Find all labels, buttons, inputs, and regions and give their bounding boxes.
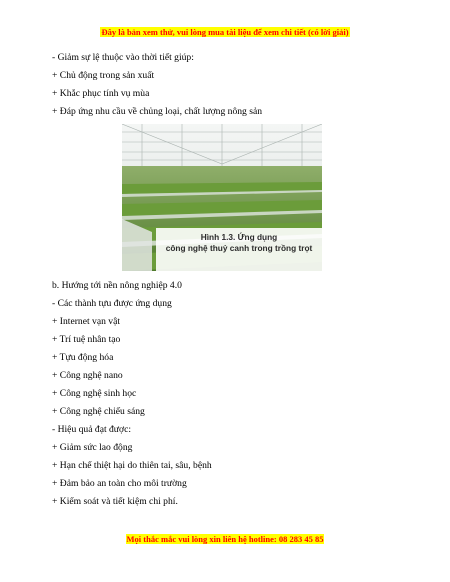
- preview-notice: [0, 27, 450, 38]
- text-line: + Tựu động hóa: [52, 352, 114, 363]
- text-line: + Đảm bảo an toàn cho môi trường: [52, 478, 187, 489]
- text-line: + Công nghệ nano: [52, 370, 123, 381]
- text-line: + Công nghệ chiếu sáng: [52, 406, 145, 417]
- text-line: + Trí tuệ nhân tạo: [52, 334, 121, 345]
- caption-line-2: công nghệ thuỷ canh trong trồng trọt: [165, 243, 313, 253]
- text-line: - Giảm sự lệ thuộc vào thời tiết giúp:: [52, 52, 194, 63]
- text-line: + Giảm sức lao động: [52, 442, 133, 453]
- text-line: - Hiệu quả đạt được:: [52, 424, 132, 435]
- text-line: + Kiểm soát và tiết kiệm chi phí.: [52, 496, 178, 507]
- hotline-notice-text: Mọi thắc mắc vui lòng xin liên hệ hotline: 08 283 45 85: [126, 534, 324, 544]
- text-line: + Internet vạn vật: [52, 316, 121, 327]
- benefits-list: [52, 49, 412, 121]
- section-heading: b. Hướng tới nền nông nghiệp 4.0: [52, 280, 182, 291]
- text-line: + Khắc phục tính vụ mùa: [52, 88, 150, 99]
- agriculture-4-0-section: [52, 277, 412, 511]
- preview-notice-text: Đây là bản xem thử, vui lòng mua tài liệu để xem chi tiết (có lời giải): [101, 27, 349, 37]
- figure-caption: [156, 232, 322, 254]
- caption-line-1: Hình 1.3. Ứng dụng: [200, 232, 278, 242]
- hydroponics-figure: [122, 124, 322, 271]
- hotline-notice: [0, 534, 450, 545]
- text-line: + Hạn chế thiệt hại do thiên tai, sâu, bệnh: [52, 460, 212, 471]
- text-line: + Đáp ứng nhu cầu về chủng loại, chất lượng nông sản: [52, 106, 263, 117]
- text-line: + Công nghệ sinh học: [52, 388, 137, 399]
- text-line: - Các thành tựu được ứng dụng: [52, 298, 172, 309]
- text-line: + Chủ động trong sản xuất: [52, 70, 155, 81]
